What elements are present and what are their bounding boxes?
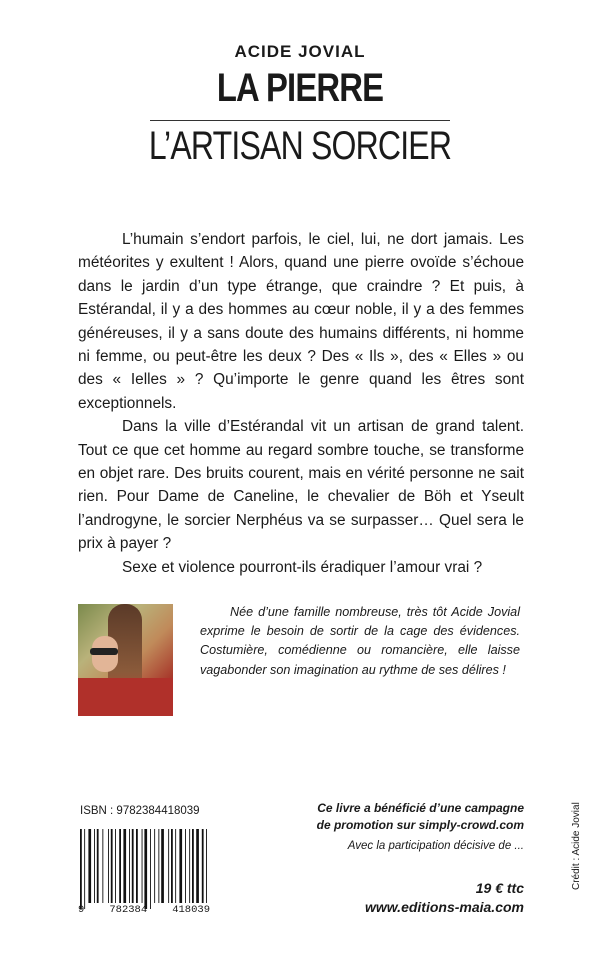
barcode-bar xyxy=(88,829,91,903)
title-line-2: L’ARTISAN SORCIER xyxy=(148,124,452,168)
barcode-bar xyxy=(132,829,134,903)
barcode-bar xyxy=(97,829,99,903)
barcode-bar xyxy=(123,829,126,903)
barcode-digit-group-left: 782384 xyxy=(109,904,148,916)
barcode-bar xyxy=(202,829,204,903)
barcode-bar xyxy=(158,829,159,903)
barcode-bar xyxy=(84,829,85,909)
photo-credit: Crédit : Acide Jovial xyxy=(571,802,582,890)
price: 19 € ttc xyxy=(475,880,524,896)
barcode-bar xyxy=(189,829,190,903)
barcode-bar xyxy=(94,829,95,903)
barcode-bar xyxy=(136,829,138,903)
photo-shirt xyxy=(78,678,173,716)
barcode-bar xyxy=(196,829,199,903)
participation-note: Avec la participation décisive de ... xyxy=(347,840,524,852)
blurb-paragraph: Sexe et violence pourront-ils éradiquer l’amour vrai ? xyxy=(122,558,483,576)
author-name: ACIDE JOVIAL xyxy=(234,42,366,61)
crowdfunding-line-1: Ce livre a bénéficié d’une campagne xyxy=(317,801,524,815)
barcode-bar xyxy=(168,829,169,903)
barcode-bar xyxy=(129,829,130,903)
barcode-bar xyxy=(108,829,109,903)
photo-sunglasses xyxy=(90,648,118,655)
barcode-digit-lead: 9 xyxy=(78,904,85,916)
barcode-bar xyxy=(111,829,113,903)
barcode-bar xyxy=(115,829,116,903)
barcode-digits xyxy=(78,904,210,916)
title-line-1: LA PIERRE xyxy=(216,66,384,110)
barcode-bar xyxy=(150,829,151,909)
author-bio xyxy=(200,603,520,680)
isbn-label: ISBN : 9782384418039 xyxy=(80,805,200,817)
crowdfunding-line-2: de promotion sur simply-crowd.com xyxy=(316,818,524,832)
barcode-bar xyxy=(154,829,155,903)
blurb xyxy=(78,228,524,579)
blurb-paragraph: Dans la ville d’Estérandal vit un artisan de grand talent. Tout ce que cet homme au regard sombre touche, se transforme en objet rare. Des bruits courent, mais en vérité personne ne sait rien. Pour Dame de Caneline, le chevalier de Böh et Yseult l’androgyne, le sorcier Nerphéus va se surpasser… Quel sera le prix à payer ? xyxy=(78,418,524,553)
barcode-bar xyxy=(102,829,103,903)
barcode-bar xyxy=(161,829,164,903)
blurb-paragraph: L’humain s’endort parfois, le ciel, lui, ne dort jamais. Les météorites y exultent ! Alors, quand une pierre ovoïde s’échoue dans le jardin d’un type étrange, que craindre ? Et puis, à Estérandal, il y a des hommes au cœur noble, il y a des femmes généreuses, il y a sans doute des humains différents, ni homme ni femme, ou peut-être les deux ? Des « Ils », des « Elles » ou des « Ielles » ? Qu’importe le genre quand les êtres sont exceptionnels. xyxy=(78,231,524,412)
barcode-bar xyxy=(144,829,147,909)
barcode-bar xyxy=(175,829,176,903)
barcode-bar xyxy=(171,829,173,903)
author-photo xyxy=(78,604,173,716)
barcode-bar xyxy=(119,829,121,903)
publisher-website: www.editions-maia.com xyxy=(365,899,524,915)
barcode-bar xyxy=(192,829,194,903)
bio-text: Née d’une famille nombreuse, très tôt Acide Jovial exprime le besoin de sortir de la cage des évidences. Costumière, comédienne ou romancière, elle laisse vagabonder son imagination au rythme de ses délires ! xyxy=(200,605,520,677)
barcode-bar xyxy=(142,829,143,903)
barcode-bar xyxy=(185,829,186,903)
barcode xyxy=(78,824,210,914)
crowdfunding-note xyxy=(300,800,524,834)
title-divider xyxy=(150,120,450,121)
barcode-bar xyxy=(206,829,207,903)
barcode-bar xyxy=(80,829,82,909)
barcode-bar xyxy=(179,829,182,903)
barcode-digit-group-right: 418039 xyxy=(172,904,210,916)
